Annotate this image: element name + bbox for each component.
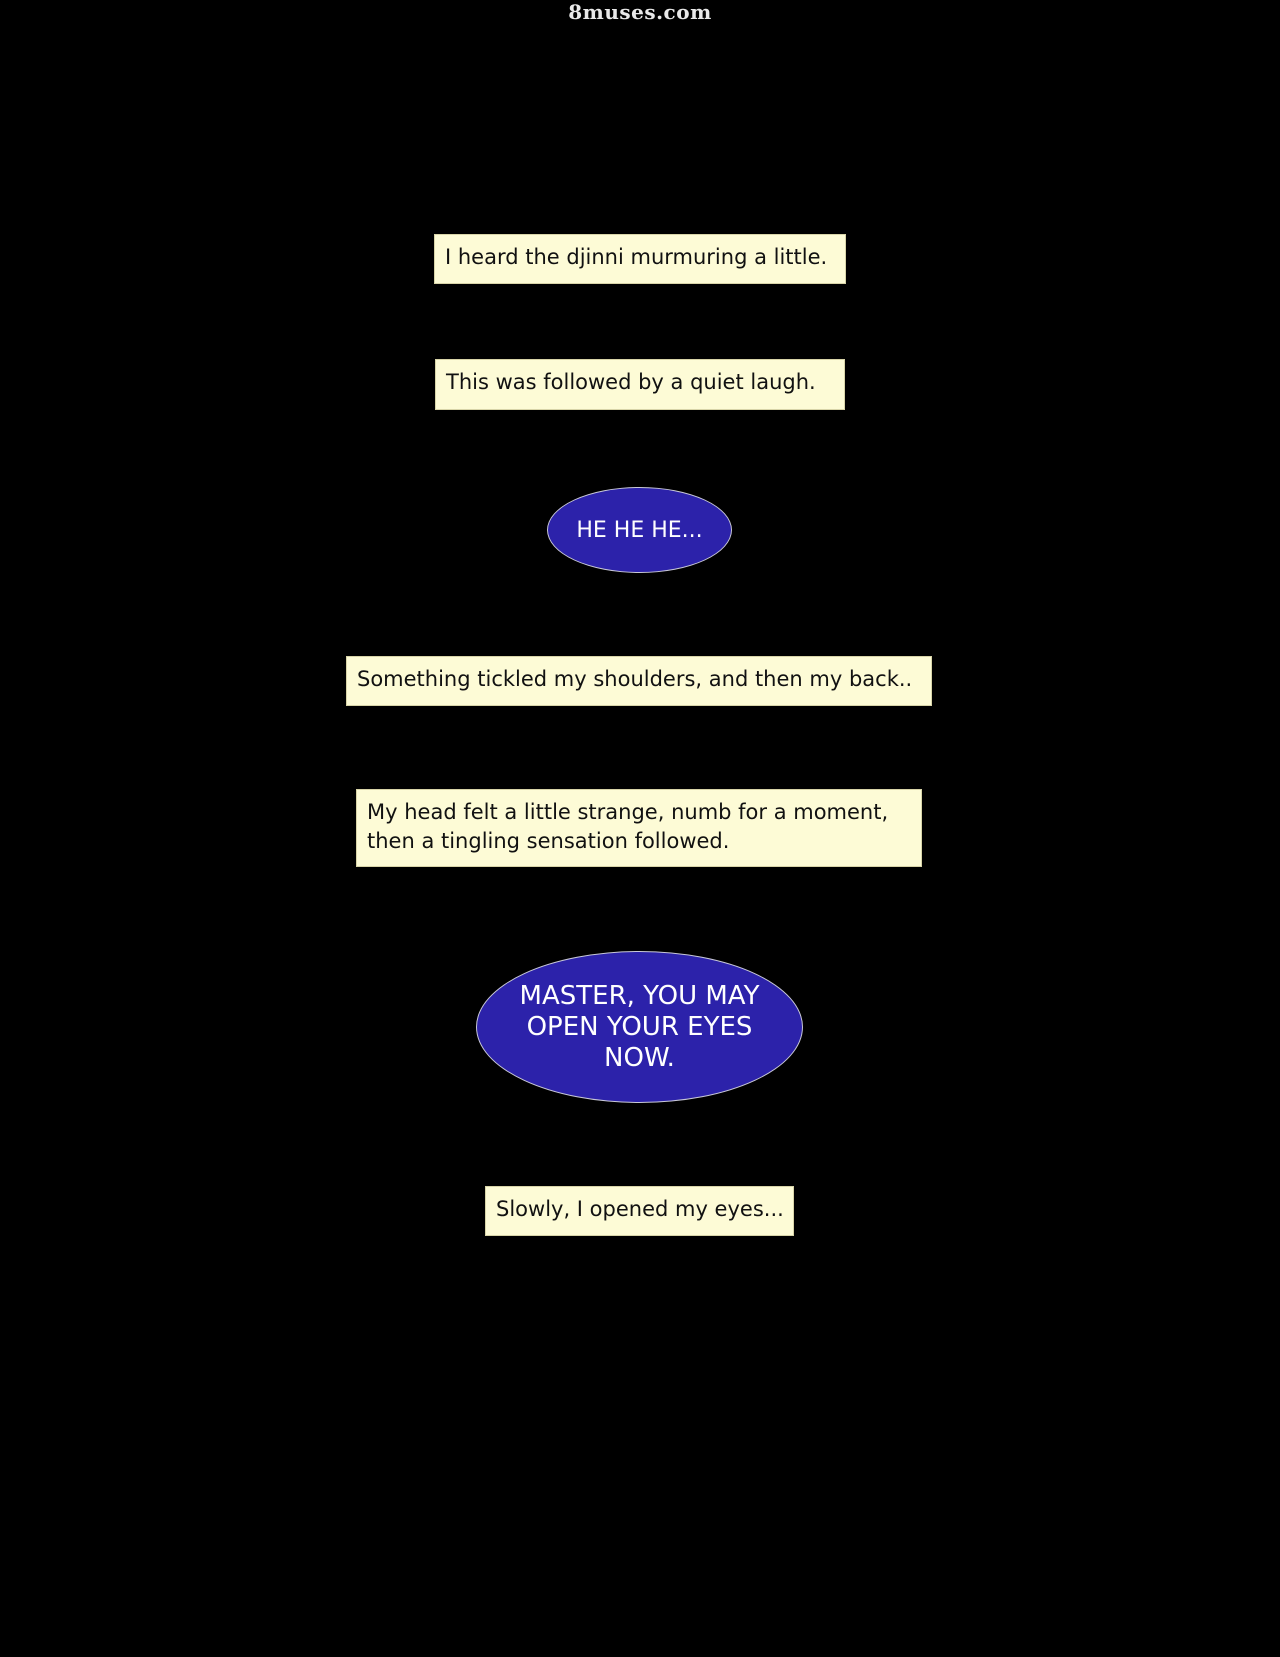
narration-caption-2 [435,359,845,410]
narration-caption-3 [346,656,932,706]
site-watermark: 8muses.com [568,0,712,24]
caption-text: Something tickled my shoulders, and then my back.. [357,667,913,691]
speech-bubble-laugh [547,487,732,573]
caption-text: This was followed by a quiet laugh. [446,370,816,394]
narration-caption-5 [485,1186,794,1236]
bubble-text: MASTER, YOU MAY OPEN YOUR EYES NOW. [519,980,760,1073]
narration-caption-4 [356,789,922,867]
bubble-text: HE HE HE... [576,517,703,543]
narration-caption-1 [434,234,846,284]
caption-text-line-2: then a tingling sensation followed. [367,829,730,853]
caption-text: Slowly, I opened my eyes... [496,1197,784,1221]
caption-text-line-1: My head felt a little strange, numb for a moment, [367,800,889,824]
speech-bubble-master [476,951,803,1103]
caption-text: I heard the djinni murmuring a little. [445,245,828,269]
